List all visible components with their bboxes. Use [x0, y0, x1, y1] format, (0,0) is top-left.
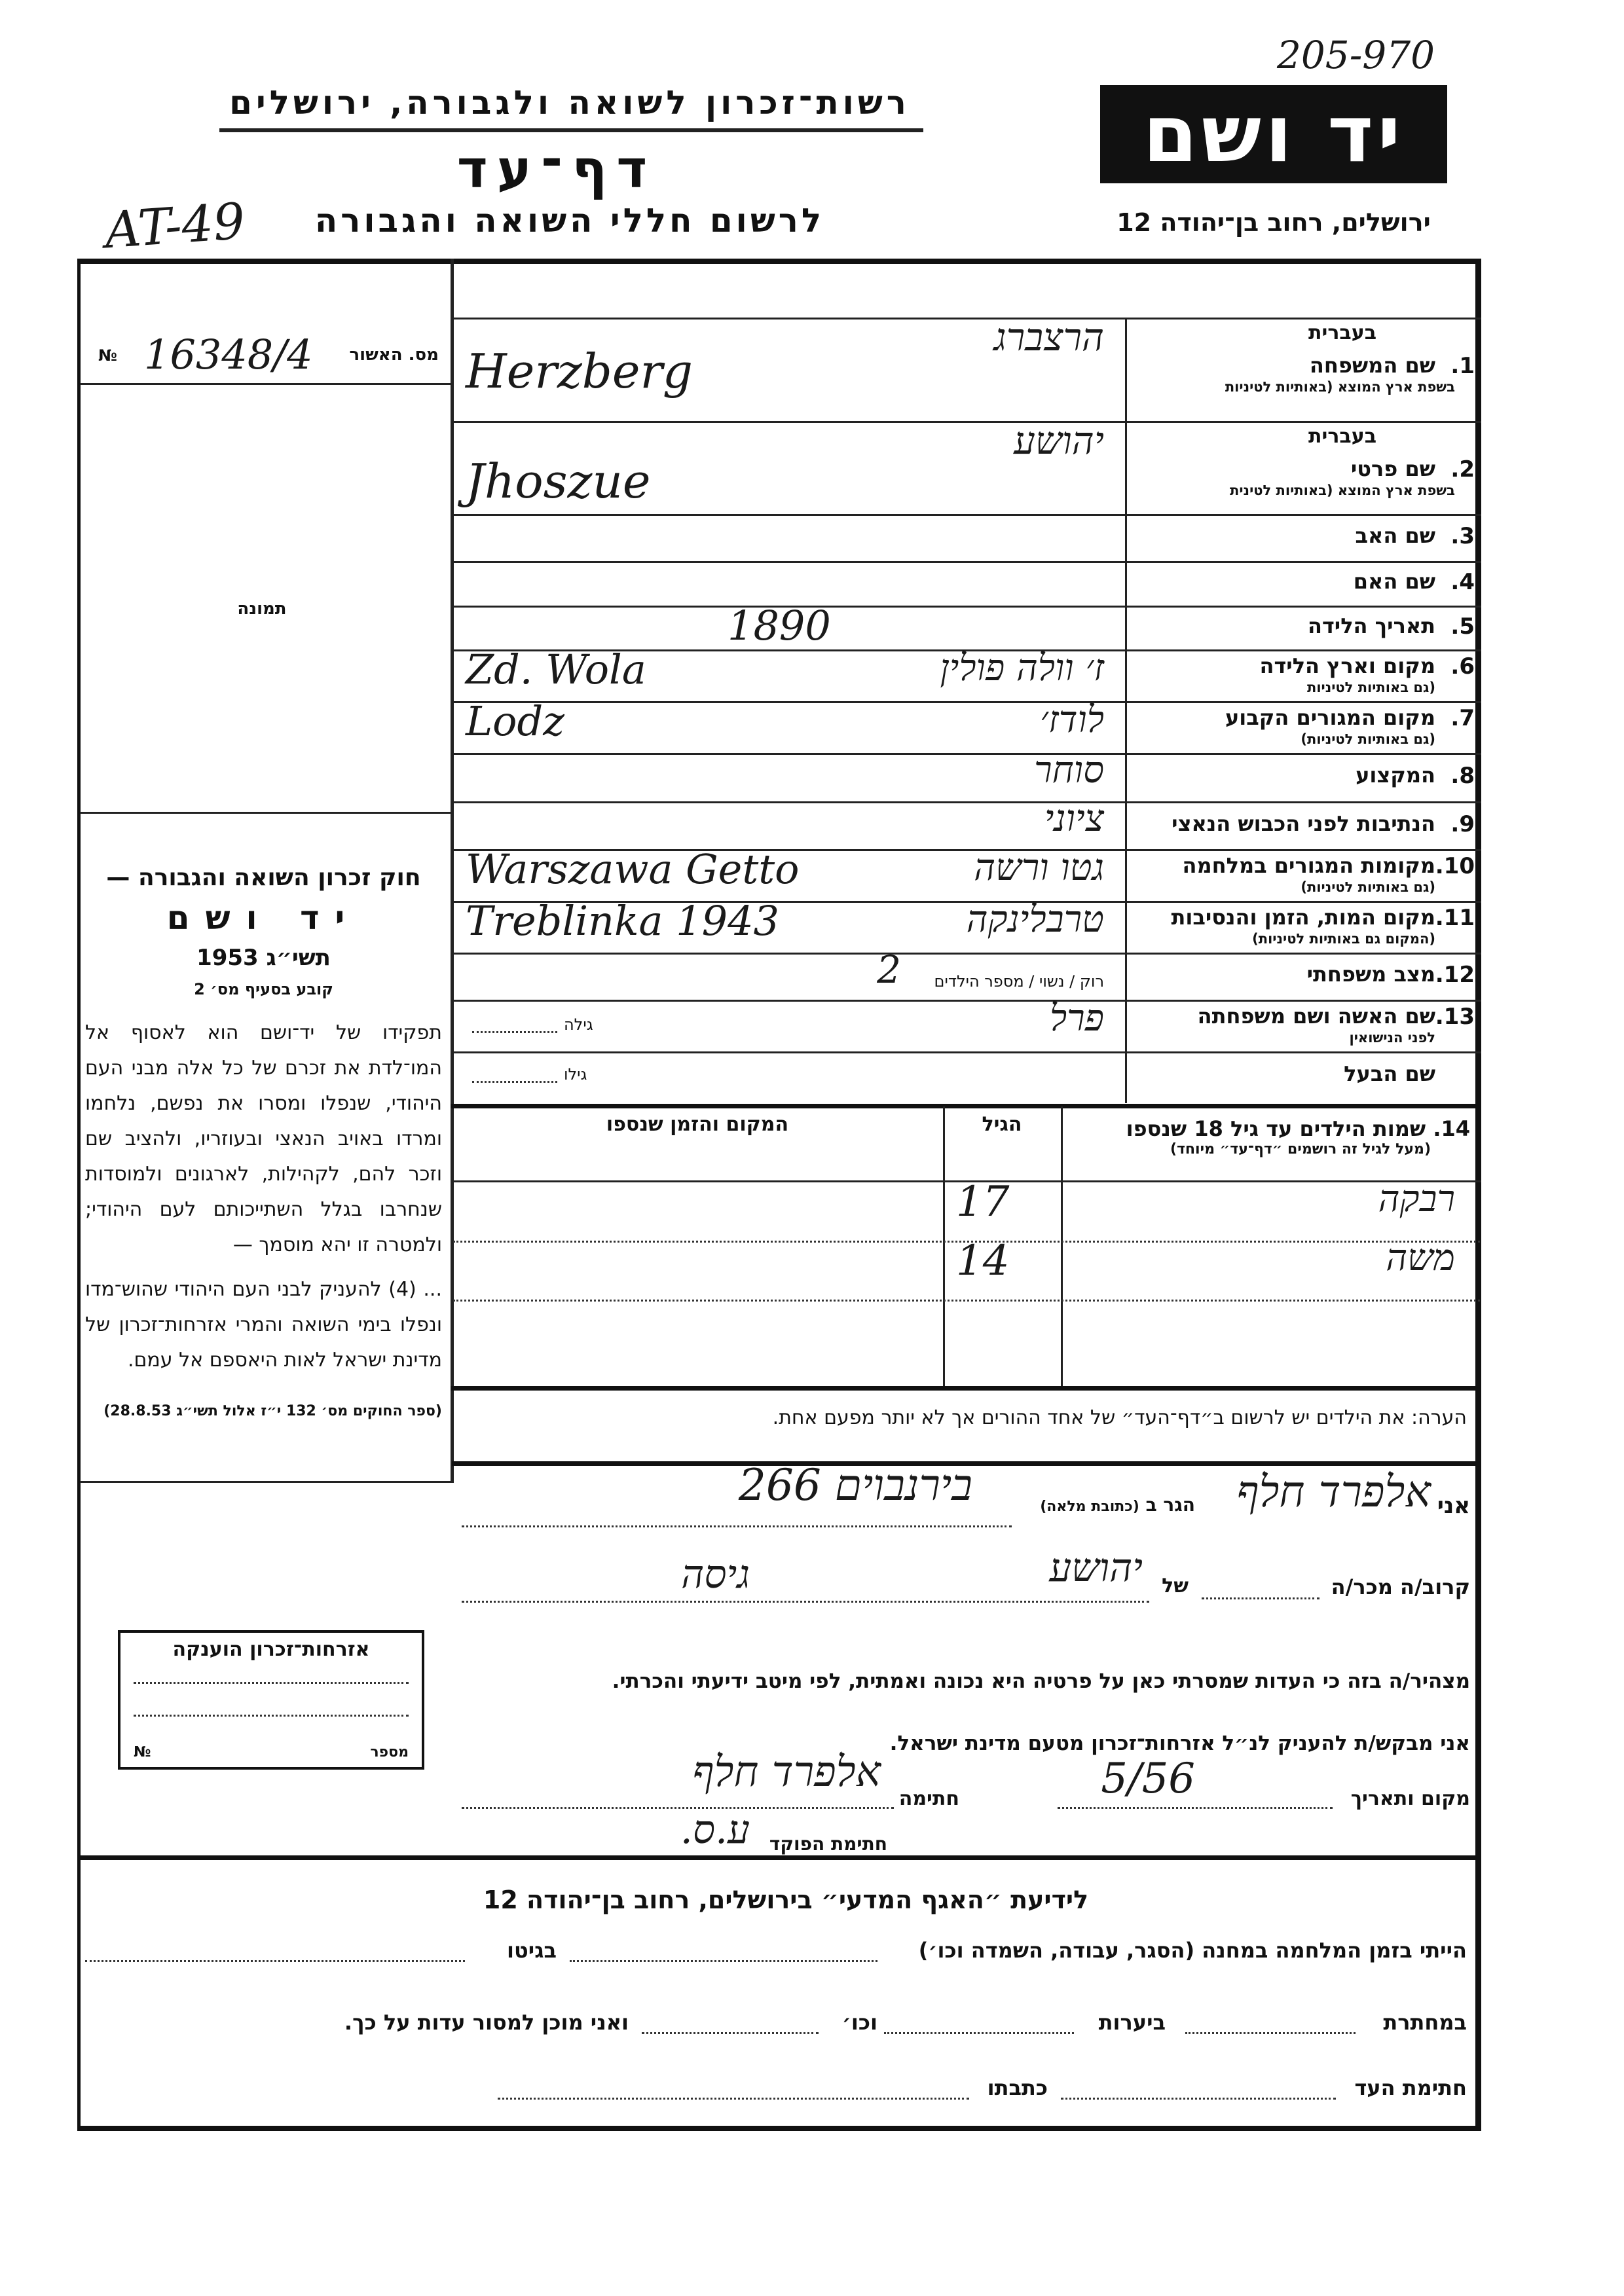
law-bottom-rule: [80, 1481, 451, 1483]
law-paragraph: תפקידו של יד־ושם הוא לאסוף אל המו־לדת את זכרם של כל אלה מבני העם היהודי, שנפלו ומסרו את נפשם, נלחמו ומרדו באויב הנאצי ובעוזריו, ולהציב שם וזכר להם, לקהילות, לארגונים ולמוסדות שנחרבו בגלל השתייכותם לעם היהודי; ולמטרה זו יהא מוסמך —: [85, 1021, 442, 1256]
hebrew-value: סוחר: [1034, 749, 1104, 792]
form-row: [452, 749, 1481, 801]
row-sublabel: לפני הנישואין: [1349, 1030, 1435, 1046]
witness-address-field[interactable]: [498, 2098, 969, 2100]
citizenship-title: אזרחות־זכרון הוענקה: [172, 1638, 370, 1661]
law-title: חוק זכרון השואה והגבורה —: [106, 864, 421, 891]
row-value-field[interactable]: [452, 315, 1124, 421]
place-date-line: [1058, 1807, 1333, 1809]
latin-value: Jhoszue: [466, 454, 651, 509]
witness-signature-field[interactable]: [1061, 2098, 1336, 2100]
approval-underline: [80, 383, 451, 385]
law-clause: קובע בסעיף מס׳ 2: [194, 980, 333, 998]
row-label: שם האב: [1355, 523, 1435, 548]
hebrew-value: יהושע: [1014, 418, 1104, 463]
camp-field[interactable]: [570, 1960, 877, 1962]
latin-value: Treblinka 1943: [466, 897, 779, 945]
children-count: 2: [877, 947, 901, 992]
child-row: [452, 1237, 1481, 1300]
form-row: [452, 602, 1481, 649]
row-value-field[interactable]: [452, 1051, 1124, 1100]
form-row: [452, 646, 1481, 701]
yad-vashem-logo: יד ושם: [1100, 85, 1447, 183]
ghetto-field[interactable]: [85, 1960, 465, 1962]
row-number: 4.: [1450, 569, 1475, 595]
row-label: שם פרטי: [1350, 456, 1435, 481]
form-row: [452, 561, 1481, 606]
law-excerpt: [85, 864, 442, 1419]
address: ירושלים, רחוב בן־יהודה 12: [1116, 208, 1431, 237]
form-row: [452, 897, 1481, 953]
testimony-offer-text: ואני מוכן למסור עדות על כך.: [344, 2010, 629, 2035]
form-row: [452, 996, 1481, 1051]
row-label: הנתיבות לפני הכבוש הנאצי: [1172, 811, 1435, 836]
forests-label: ביערות: [1098, 2010, 1166, 2035]
latin-value: Herzberg: [466, 344, 693, 399]
form-subtitle: לרשום חללי השואה והגבורה: [314, 202, 825, 240]
child-row: [452, 1300, 1481, 1386]
row-label: המקצוע: [1356, 763, 1435, 788]
row-label: מקום המות, הזמן והנסיבות: [1171, 905, 1435, 930]
relation-field[interactable]: גיסה: [681, 1552, 750, 1597]
officer-signature-field[interactable]: ע.ס.: [680, 1807, 750, 1853]
row-value-field[interactable]: [452, 996, 1124, 1051]
row-label: שם האם: [1353, 569, 1435, 594]
row-number: 7.: [1450, 705, 1475, 731]
request-text: אני מבקש/ת להעניק לנ״ל אזרחות־זכרון מטעם מדינת ישראל.: [889, 1732, 1470, 1755]
row-value-field[interactable]: [452, 561, 1124, 606]
row-value-field[interactable]: [452, 418, 1124, 514]
hebrew-value: טרבלינקה: [966, 898, 1104, 941]
form-row: [452, 697, 1481, 753]
child-row: [452, 1178, 1481, 1241]
box-line: [134, 1682, 409, 1684]
latin-value: 1890: [728, 602, 831, 649]
row-label: מקומות המגורים במלחמה: [1182, 853, 1435, 878]
row-number: 10.: [1435, 853, 1475, 879]
info-fields: [85, 1938, 1467, 2121]
row-label: שם האשה ושם משפחתה: [1197, 1004, 1435, 1029]
row-value-field[interactable]: [452, 947, 1124, 1000]
row-value-field[interactable]: [452, 749, 1124, 801]
row-sublabel: בשפת ארץ המוצא (באותיות לטיניות: [1225, 379, 1455, 395]
of-name-field[interactable]: יהושע: [1049, 1545, 1143, 1591]
address-line: [462, 1525, 1012, 1527]
photo-divider: [80, 812, 451, 814]
form-row: [452, 418, 1481, 514]
form-row: [452, 947, 1481, 1000]
form-row: [452, 845, 1481, 901]
note-text: הערה: את הילדים יש לרשום ב״דף־העד״ של אחד ההורים אך לא יותר מפעם אחת.: [772, 1406, 1467, 1429]
latin-value: Zd. Wola: [466, 646, 646, 693]
row-number: 14.: [1433, 1116, 1470, 1141]
law-citation: (ספר החוקים מס׳ 132 י״ז אלול תשי״ג 28.8.53): [103, 1403, 442, 1419]
child-name[interactable]: רבקה: [1378, 1178, 1455, 1220]
place-date-label: מקום ותאריך: [1350, 1787, 1470, 1810]
latin-value: Lodz: [466, 697, 564, 745]
row-value-field[interactable]: [452, 797, 1124, 849]
forests-field[interactable]: [884, 2032, 1074, 2034]
lives-label: הגר ב: [1145, 1494, 1195, 1516]
row-number: 13.: [1435, 1004, 1475, 1030]
row-number: 12.: [1435, 962, 1475, 988]
hebrew-value: לודז׳: [1040, 698, 1104, 741]
row-value-field[interactable]: [452, 697, 1124, 753]
citizenship-box: [118, 1630, 424, 1770]
row-sublabel: (המקום גם באותיות לטיניות): [1252, 931, 1435, 947]
of-line: [462, 1601, 1149, 1603]
address-hint: (כתובת מלאה): [1040, 1499, 1139, 1515]
reference-number: 205-970: [1277, 33, 1435, 77]
law-year-hebrew: תשי״ג: [266, 945, 331, 971]
archive-mark: AT-49: [103, 191, 247, 260]
box-line: [134, 1715, 409, 1717]
row-number: 8.: [1450, 763, 1475, 789]
row-number: 1.: [1450, 353, 1475, 379]
approval-number-field[interactable]: [85, 331, 445, 378]
law-year: 1953: [196, 945, 259, 971]
latin-value: Warszawa Getto: [466, 845, 800, 893]
row-label: מצב משפחתי: [1306, 962, 1435, 987]
camp-label: הייתי בזמן המלחמה במחנה (הסגר, עבודה, השמדה וכו׳): [918, 1938, 1467, 1963]
hebrew-value: הרצברג: [993, 315, 1104, 359]
row-number: 5.: [1450, 613, 1475, 640]
form-row: [452, 797, 1481, 849]
age-field[interactable]: [472, 1081, 557, 1083]
declarant-name-field[interactable]: אלפרד חלף: [1236, 1467, 1431, 1517]
row-number: 6.: [1450, 653, 1475, 680]
in-hebrew-label: בעברית: [1308, 321, 1376, 344]
row-number: 11.: [1435, 905, 1475, 931]
underground-field[interactable]: [1185, 2032, 1356, 2034]
number-sign: №: [134, 1744, 151, 1760]
row-label: שם המשפחה: [1309, 353, 1435, 378]
child-age[interactable]: 17: [956, 1178, 1010, 1226]
marital-options: רוק / נשוי / מספר הילדים: [934, 972, 1104, 991]
signature-field[interactable]: אלפרד חלף: [692, 1748, 881, 1796]
number-sign: №: [98, 346, 117, 365]
children-top-rule: [451, 1104, 1481, 1108]
form-row: [452, 1051, 1481, 1100]
form-title: דף־עד: [456, 139, 657, 200]
signature-label: חתימה: [898, 1787, 959, 1810]
row-number: 3.: [1450, 523, 1475, 549]
row-value-field[interactable]: [452, 602, 1124, 649]
row-sublabel: (גם באותיות לטיניות): [1301, 879, 1435, 895]
row-number: 9.: [1450, 811, 1475, 837]
witness-address-label: כתבתו: [987, 2075, 1048, 2100]
hebrew-value: פרל: [1049, 996, 1104, 1040]
form-row: [452, 514, 1481, 561]
form-row: [452, 315, 1481, 421]
number-label: מספר: [370, 1744, 409, 1760]
row-label: שם הבעל: [1344, 1061, 1435, 1086]
info-top-rule: [77, 1855, 1481, 1860]
witness-signature-label: חתימת העד: [1354, 2075, 1467, 2100]
underground-label: במחתרת: [1383, 2010, 1467, 2035]
row-value-field[interactable]: [452, 897, 1124, 953]
row-value-field[interactable]: [452, 646, 1124, 701]
law-name: יד ושם: [166, 899, 361, 937]
hebrew-value: גטו ורשה: [974, 846, 1104, 889]
children-title: שמות הילדים עד גיל 18 שנספו: [1126, 1116, 1426, 1141]
declaration-section: [458, 1460, 1470, 1859]
child-age[interactable]: 14: [956, 1237, 1010, 1285]
row-sublabel: בשפת ארץ המוצא (באותיות לטינית: [1230, 483, 1455, 498]
row-label: תאריך הלידה: [1307, 613, 1435, 638]
etc-label: וכו׳: [841, 2010, 877, 2035]
approval-label: מס. האשור: [349, 345, 439, 365]
info-title: לידיעת ״האגף המדעי״ בירושלים, רחוב בן־יהודה 12: [483, 1886, 1089, 1914]
approval-number: 16348/4: [144, 331, 313, 378]
relation-label: קרוב/ה מכר/ה: [1331, 1575, 1470, 1599]
law-paragraph: ... (4) להעניק לבני העם היהודי שהוש־מדו ונפלו בימי השואה והמרי אזרחות־זכרון של מדינת ישראל לאות היאספם אל עמם.: [85, 1278, 442, 1372]
etc-field[interactable]: [642, 2032, 819, 2034]
of-label: של: [1162, 1575, 1189, 1597]
row-label: מקום וארץ הלידה: [1259, 653, 1435, 678]
note-top-rule: [451, 1386, 1481, 1391]
ghetto-label: בגיטו: [507, 1938, 557, 1963]
row-number: 2.: [1450, 456, 1475, 483]
children-header: [1064, 1116, 1470, 1157]
place-date-field[interactable]: 5/56: [1101, 1755, 1195, 1803]
header-rule: [219, 128, 923, 132]
age-field[interactable]: [472, 1031, 557, 1033]
relation-line: [1202, 1597, 1320, 1599]
row-label: מקום המגורים הקבוע: [1225, 705, 1435, 730]
statement-text: מצהיר/ה בזה כי העדות שמסרתי כאן על פרטיה היא נכונה ואמתית, לפי מיטב ידיעתי והכרתי.: [612, 1669, 1470, 1693]
children-subtitle: (מעל לגיל זה רושמים ״דף־עד״ מיוחד): [1170, 1141, 1431, 1157]
officer-signature-label: חתימת הפוקד: [769, 1833, 887, 1855]
photo-label: תמונה: [237, 599, 287, 619]
in-hebrew-label: בעברית: [1308, 425, 1376, 448]
age-header: הגיל: [982, 1113, 1022, 1136]
address-field[interactable]: בירנבוים 266: [738, 1460, 972, 1510]
i-label: אני: [1437, 1493, 1470, 1519]
place-header: המקום והזמן שנספו: [606, 1113, 789, 1136]
child-name[interactable]: משה: [1386, 1237, 1455, 1279]
organization-name: רשות־זכרון לשואה ולגבורה, ירושלים: [229, 84, 910, 122]
signature-line: [462, 1807, 894, 1809]
wife-age-label: גילה: [564, 1015, 593, 1034]
row-sublabel: (גם באותיות לטיניות): [1301, 731, 1435, 747]
hebrew-value: ז׳ וולה פולין: [940, 646, 1104, 689]
row-value-field[interactable]: [452, 514, 1124, 561]
row-sublabel: (גם באותיות לטיניות: [1306, 680, 1435, 695]
row-value-field[interactable]: [452, 845, 1124, 901]
hebrew-value: ציוני: [1044, 797, 1104, 840]
husband-age-label: גילו: [564, 1065, 587, 1084]
